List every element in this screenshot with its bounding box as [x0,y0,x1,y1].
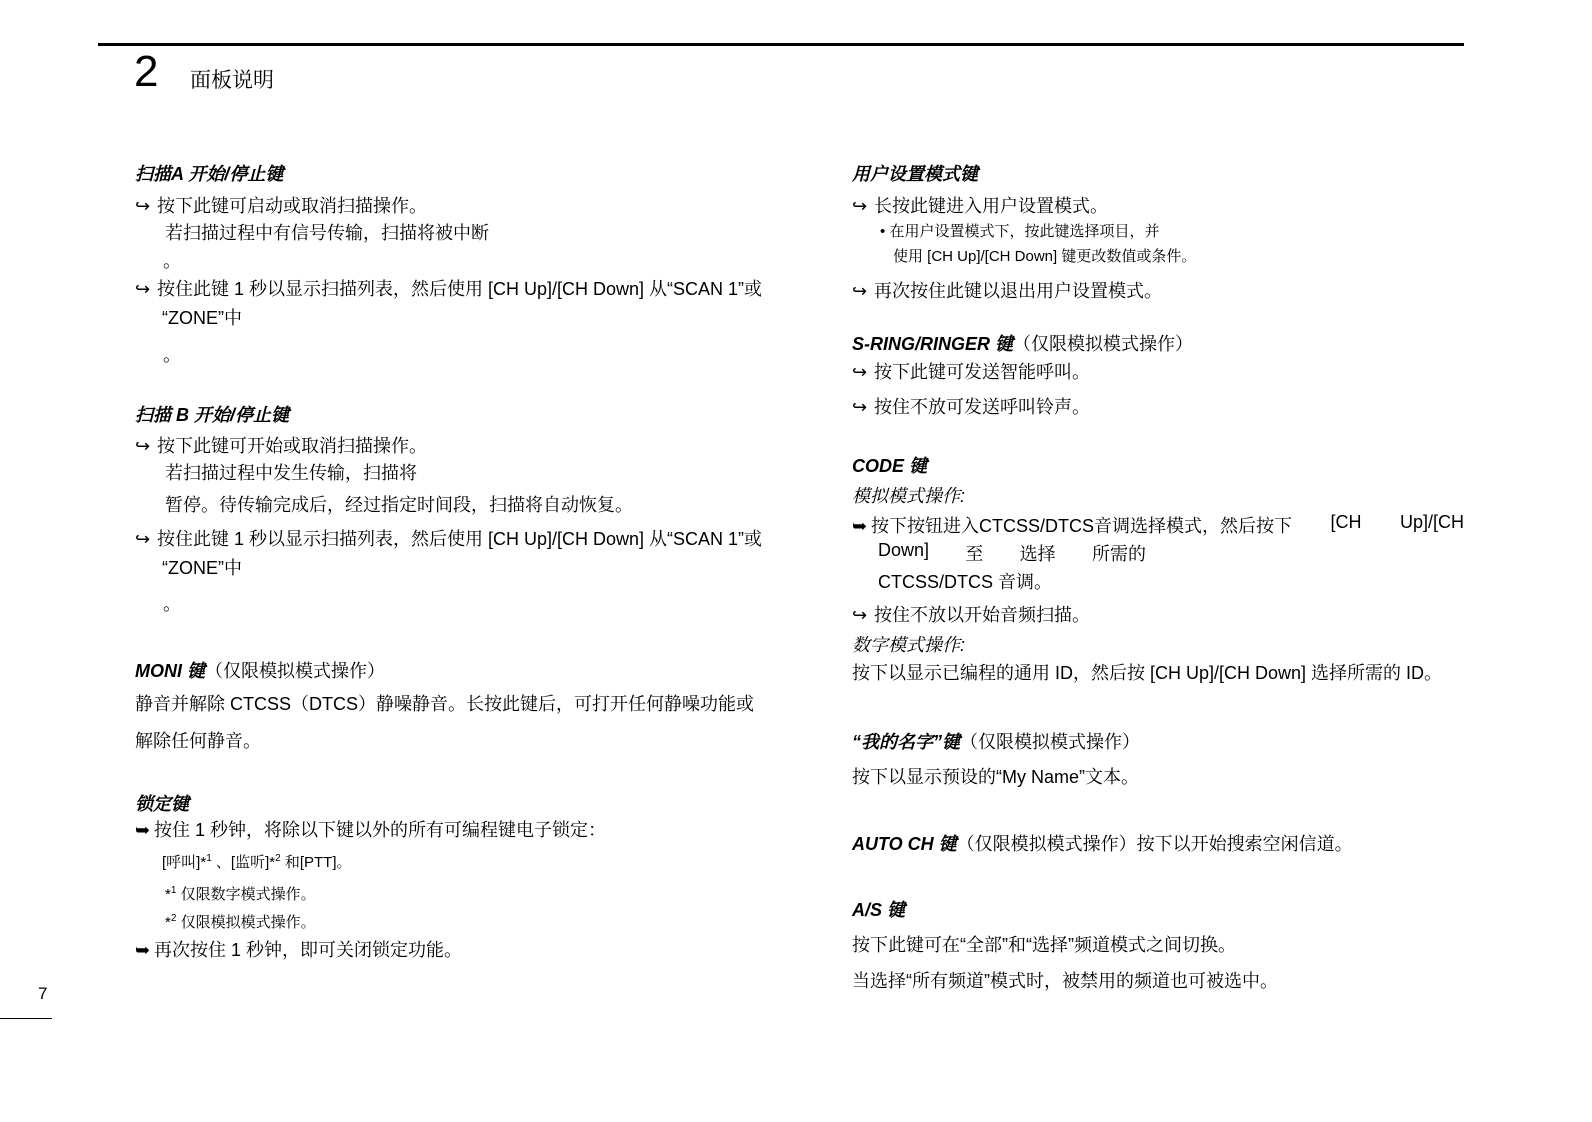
as-line-1: 按下此键可在“全部”和“选择”频道模式之间切换。 [852,935,1236,955]
moni-heading: MONI 键（仅限模拟模式操作） [135,661,385,681]
code-line-3: CTCSS/DTCS 音调。 [878,572,1053,592]
page-number: 7 [38,984,48,1003]
scan-a-heading: 扫描A 开始/停止键 [135,164,284,184]
user-set-bullet-1: • 在用户设置模式下，按此键选择项目，并 [880,223,1160,240]
scan-b-line-2: 若扫描过程中发生传输，扫描将 [165,463,417,483]
scan-a-line-4: ↪ 按住此键 1 秒以显示扫描列表，然后使用 [CH Up]/[CH Down] 从“SCAN 1”或 [135,279,763,299]
user-set-heading: 用户设置模式键 [852,164,978,184]
scan-a-line-1: ↪ 按下此键可启动或取消扫描操作。 [135,196,427,216]
scan-a-line-5: “ZONE”中 [162,308,242,328]
scan-b-line-1: ↪ 按下此键可开始或取消扫描操作。 [135,436,427,456]
code-line-5: 按下以显示已编程的通用 ID，然后按 [CH Up]/[CH Down] 选择所需的 ID。 [852,663,1443,683]
arrow-icon: ➥ [135,940,151,960]
code-heading: CODE 键 [852,456,928,476]
scan-b-line-6: 。 [163,594,181,614]
as-heading: A/S 键 [852,900,906,920]
s-ring-line-1: ↪ 按下此键可发送智能呼叫。 [852,362,1090,382]
arrow-icon: ↪ [852,605,868,625]
arrow-icon: ↪ [852,196,868,216]
scan-a-line-2: 若扫描过程中有信号传输，扫描将被中断 [165,223,489,243]
arrow-icon: ➥ [135,820,151,840]
as-line-2: 当选择“所有频道”模式时，被禁用的频道也可被选中。 [852,971,1278,991]
scan-b-line-4: ↪ 按住此键 1 秒以显示扫描列表，然后使用 [CH Up]/[CH Down] 从“SCAN 1”或 [135,529,763,549]
lock-line-3: ➥ 再次按住 1 秒钟，即可关闭锁定功能。 [135,940,463,960]
s-ring-note: （仅限模拟模式操作） [1013,334,1194,354]
arrow-icon: ↪ [852,362,868,382]
arrow-icon: ↪ [135,436,151,456]
auto-ch-heading: AUTO CH 键（仅限模拟模式操作）按下以开始搜索空闲信道。 [852,834,1353,854]
my-name-note: （仅限模拟模式操作） [960,732,1140,752]
chapter-number: 2 [134,47,159,96]
lock-footnote-2: *$^2$ 仅限模拟模式操作。 [165,913,316,931]
scan-a-line-3: 。 [163,251,181,271]
code-analog-subheading: 模拟模式操作: [852,486,966,506]
arrow-icon: ↪ [135,279,151,299]
moni-line-2: 解除任何静音。 [135,731,261,751]
scan-a-line-6: 。 [163,345,181,365]
arrow-icon: ➥ [852,516,868,536]
moni-line-1: 静音并解除 CTCSS（DTCS）静噪静音。长按此键后，可打开任何静噪功能或 [135,694,755,714]
auto-ch-note: （仅限模拟模式操作）按下以开始搜索空闲信道。 [956,834,1353,854]
footer-rule [0,1018,52,1019]
user-set-bullet-2: 使用 [CH Up]/[CH Down] 键更改数值或条件。 [893,248,1197,265]
s-ring-line-2: ↪ 按住不放可发送呼叫铃声。 [852,397,1090,417]
moni-note: （仅限模拟模式操作） [205,661,385,681]
user-set-line-1: ↪ 长按此键进入用户设置模式。 [852,196,1108,216]
lock-line-1: ➥ 按住 1 秒钟，将除以下键以外的所有可编程键电子锁定： [135,820,607,840]
code-line-1: ➥ 按下按钮进入CTCSS/DTCS音调选择模式，然后按下 [CH Up]/[CH [852,512,1464,536]
scan-b-line-3: 暂停。待传输完成后，经过指定时间段，扫描将自动恢复。 [165,495,633,515]
lock-heading: 锁定键 [135,794,189,814]
scan-b-line-5: “ZONE”中 [162,558,242,578]
header-rule [98,43,1464,46]
scan-b-heading: 扫描 B 开始/停止键 [135,405,290,425]
arrow-icon: ↪ [135,529,151,549]
my-name-line-1: 按下以显示预设的“My Name”文本。 [852,767,1139,787]
code-line-4: ↪ 按住不放以开始音频扫描。 [852,605,1090,625]
bullet-icon: • [880,223,886,240]
lock-footnote-1: *$^1$ 仅限数字模式操作。 [165,885,316,903]
chapter-title: 面板说明 [190,69,274,92]
arrow-icon: ↪ [852,281,868,301]
user-set-line-2: ↪ 再次按住此键以退出用户设置模式。 [852,281,1162,301]
lock-keys-line: [呼叫]*$^1$ 、[监听]*$^2$ 和[PTT]。 [162,853,352,871]
arrow-icon: ↪ [852,397,868,417]
code-line-2: Down] 至 选择 所需的 [878,540,1146,564]
code-digital-subheading: 数字模式操作: [852,635,966,655]
s-ring-heading: S-RING/RINGER 键（仅限模拟模式操作） [852,334,1194,354]
my-name-heading: “我的名字”键（仅限模拟模式操作） [852,732,1140,752]
arrow-icon: ↪ [135,196,151,216]
